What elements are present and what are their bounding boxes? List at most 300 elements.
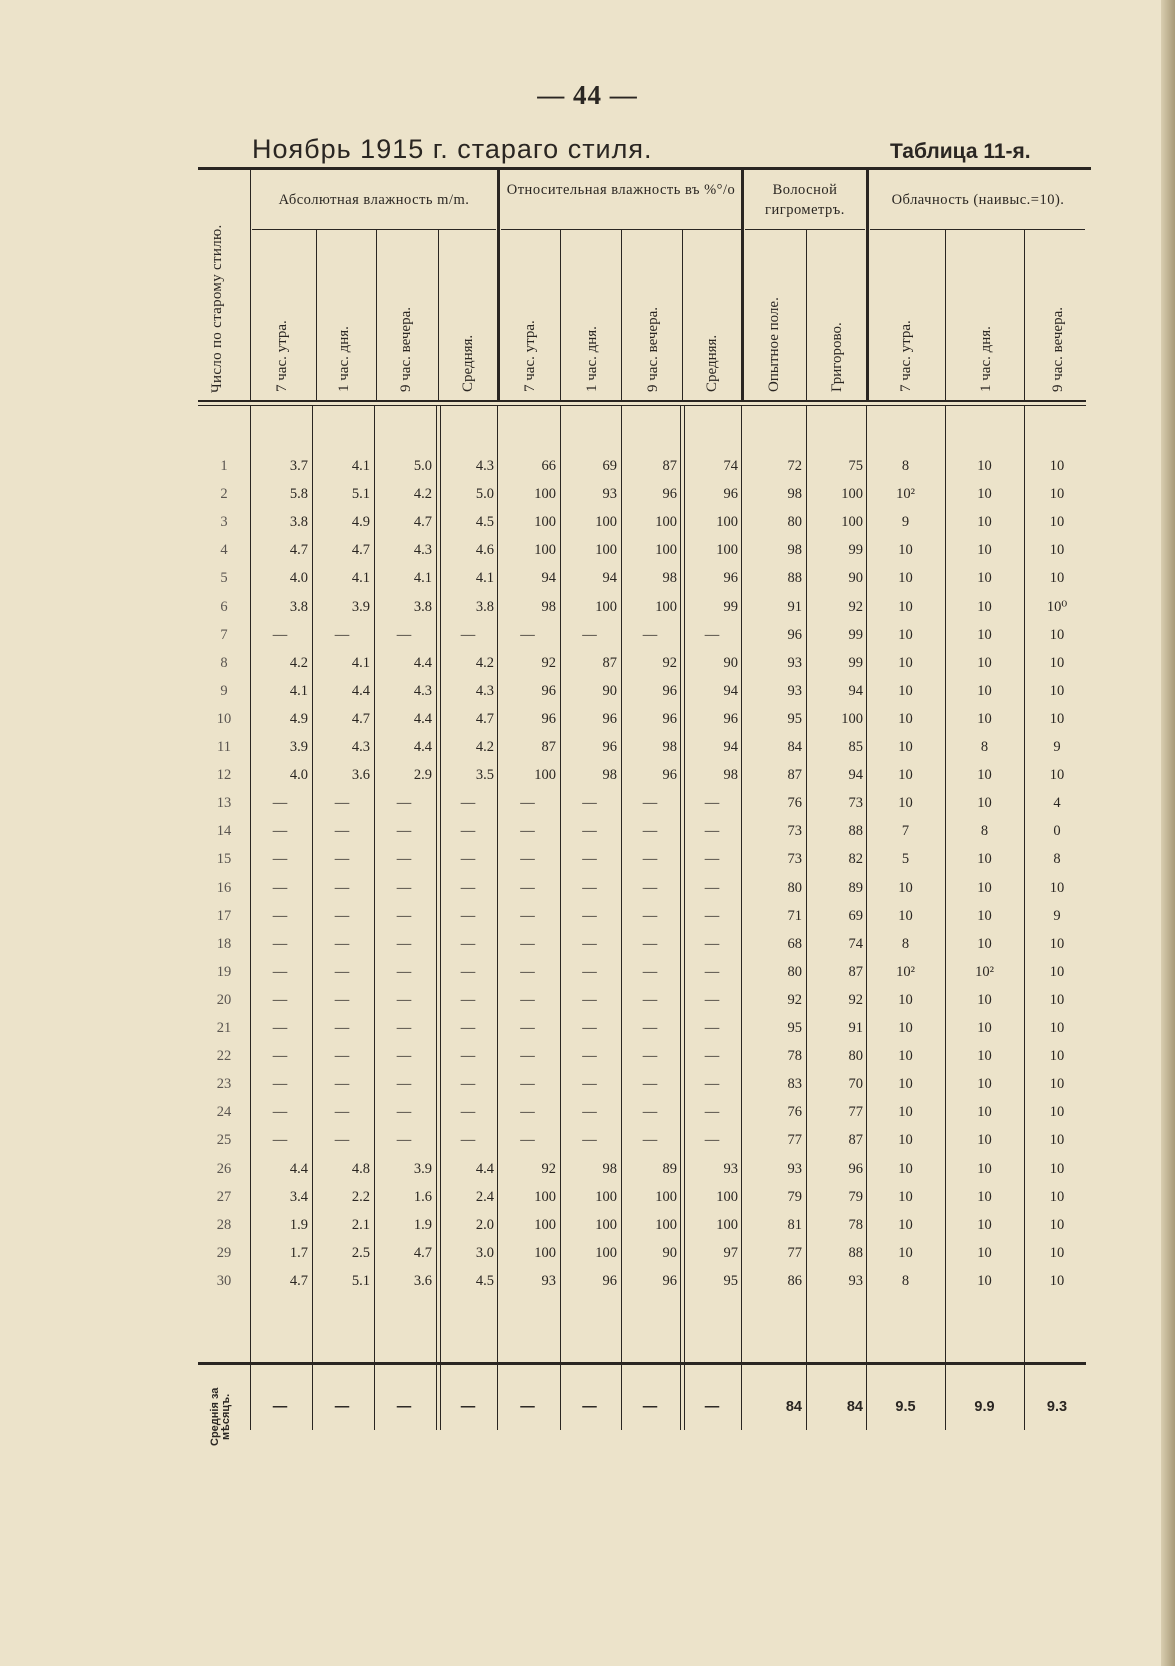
monthly-mean-cell: — bbox=[582, 1399, 597, 1415]
table-cell: — bbox=[272, 879, 288, 896]
table-row bbox=[200, 733, 1090, 761]
table-cell: 93 bbox=[723, 1160, 738, 1177]
table-cell: — bbox=[334, 1048, 350, 1065]
table-cell: — bbox=[520, 935, 535, 952]
table-cell: 10 bbox=[977, 1104, 992, 1121]
table-cell: — bbox=[520, 1076, 535, 1093]
day-number: 3 bbox=[220, 514, 228, 531]
table-cell: — bbox=[272, 795, 288, 812]
table-cell: 92 bbox=[541, 654, 556, 671]
table-row bbox=[200, 902, 1090, 930]
table-cell: 100 bbox=[595, 1188, 617, 1205]
table-cell: 75 bbox=[848, 458, 863, 474]
table-cell: 100 bbox=[595, 1244, 617, 1261]
table-cell: 4.4 bbox=[289, 1160, 308, 1177]
table-cell: 88 bbox=[848, 823, 863, 840]
table-cell: 98 bbox=[787, 542, 802, 559]
table-cell: 95 bbox=[723, 1272, 738, 1289]
table-cell: 100 bbox=[655, 542, 677, 559]
table-cell: 100 bbox=[534, 1244, 556, 1261]
day-number: 16 bbox=[216, 879, 232, 896]
table-label: Таблица 11-я. bbox=[890, 140, 1031, 163]
subheader-hair-opytnoe: Опытное поле. bbox=[766, 297, 782, 392]
table-cell: 68 bbox=[787, 935, 802, 952]
table-cell: — bbox=[334, 1076, 350, 1093]
footer-top-rule bbox=[198, 1362, 1086, 1365]
table-cell: 4.2 bbox=[289, 654, 308, 671]
table-cell: 96 bbox=[723, 570, 738, 587]
table-cell: 10 bbox=[898, 1104, 913, 1121]
subheader-rel-1pm: 1 час. дня. bbox=[584, 326, 600, 392]
table-cell: — bbox=[582, 1076, 597, 1093]
table-cell: 83 bbox=[787, 1076, 802, 1093]
table-cell: — bbox=[396, 1104, 412, 1121]
table-cell: 87 bbox=[787, 767, 802, 784]
footer-divider bbox=[436, 1365, 437, 1430]
table-cell: 3.0 bbox=[475, 1244, 494, 1261]
table-cell: 10 bbox=[977, 1188, 992, 1205]
table-cell: — bbox=[520, 851, 535, 868]
table-cell: 9 bbox=[1053, 739, 1061, 755]
table-cell: 96 bbox=[541, 682, 556, 699]
table-cell: 98 bbox=[723, 767, 738, 784]
table-cell: 3.9 bbox=[413, 1160, 432, 1177]
monthly-mean-cell: — bbox=[396, 1399, 412, 1415]
table-cell: 10 bbox=[1049, 682, 1065, 699]
table-row bbox=[200, 1126, 1090, 1154]
table-cell: 73 bbox=[787, 851, 802, 868]
table-cell: 96 bbox=[662, 710, 677, 727]
header-divider bbox=[497, 170, 500, 400]
table-cell: 7 bbox=[901, 823, 910, 840]
table-cell: 10 bbox=[977, 851, 992, 868]
table-cell: — bbox=[520, 626, 535, 643]
table-cell: 5.0 bbox=[475, 486, 494, 503]
table-cell: 10 bbox=[977, 1272, 992, 1289]
table-cell: — bbox=[272, 963, 288, 980]
table-cell: — bbox=[704, 907, 720, 924]
table-row bbox=[200, 1267, 1090, 1295]
table-cell: — bbox=[460, 991, 476, 1008]
table-cell: 3.6 bbox=[413, 1272, 432, 1289]
table-cell: — bbox=[582, 963, 597, 980]
table-cell: — bbox=[334, 795, 350, 812]
table-cell: 10 bbox=[1049, 486, 1065, 503]
table-cell: 10 bbox=[977, 1020, 992, 1036]
day-number: 5 bbox=[220, 570, 228, 587]
monthly-mean-cell: — bbox=[642, 1399, 658, 1415]
day-number: 1 bbox=[220, 458, 228, 474]
table-cell: — bbox=[704, 1048, 720, 1065]
table-row bbox=[200, 1014, 1090, 1042]
table-cell: 2.5 bbox=[351, 1244, 370, 1261]
table-cell: 84 bbox=[787, 739, 802, 755]
table-cell: 100 bbox=[655, 1188, 677, 1205]
table-row bbox=[200, 621, 1090, 649]
table-cell: — bbox=[334, 963, 350, 980]
subheader-abs-9pm: 9 час. вечера. bbox=[398, 307, 414, 392]
day-number: 13 bbox=[216, 795, 232, 812]
day-number: 12 bbox=[216, 767, 232, 784]
table-cell: 71 bbox=[787, 907, 802, 924]
table-cell: 94 bbox=[541, 570, 556, 587]
table-cell: 96 bbox=[602, 710, 617, 727]
table-cell: 8 bbox=[901, 935, 910, 952]
day-number: 28 bbox=[216, 1216, 232, 1233]
table-cell: 10 bbox=[898, 1216, 913, 1233]
table-top-rule bbox=[198, 167, 1091, 170]
table-row bbox=[200, 1042, 1090, 1070]
group-header-cloud: Облачность (наивыс.=10). bbox=[891, 192, 1065, 208]
table-cell: 4.9 bbox=[351, 514, 370, 531]
table-cell: 4.9 bbox=[289, 710, 308, 727]
table-cell: — bbox=[520, 1048, 535, 1065]
footer-divider bbox=[374, 1365, 375, 1430]
table-cell: 10 bbox=[977, 991, 992, 1008]
table-cell: — bbox=[460, 851, 476, 868]
table-cell: 1.7 bbox=[289, 1244, 308, 1261]
monthly-mean-cell: 84 bbox=[846, 1399, 863, 1415]
table-cell: 10 bbox=[977, 935, 992, 952]
table-cell: 94 bbox=[848, 682, 863, 699]
table-cell: 99 bbox=[848, 626, 863, 643]
table-cell: — bbox=[460, 795, 476, 812]
table-cell: 94 bbox=[602, 570, 617, 587]
table-cell: 93 bbox=[602, 486, 617, 503]
table-cell: 1.6 bbox=[413, 1188, 432, 1205]
table-cell: 10 bbox=[1049, 879, 1065, 896]
table-cell: — bbox=[272, 1132, 288, 1149]
day-number: 23 bbox=[216, 1076, 232, 1093]
table-cell: 3.5 bbox=[475, 767, 494, 784]
day-number: 8 bbox=[220, 654, 228, 671]
table-cell: 100 bbox=[716, 1216, 738, 1233]
table-cell: 82 bbox=[848, 851, 863, 868]
table-cell: 4.4 bbox=[413, 654, 432, 671]
table-cell: 8 bbox=[901, 458, 910, 474]
header-divider bbox=[806, 230, 807, 400]
footer-divider bbox=[1024, 1365, 1025, 1430]
table-row bbox=[200, 1239, 1090, 1267]
table-cell: 69 bbox=[602, 458, 617, 474]
table-cell: 10 bbox=[898, 1048, 913, 1065]
table-cell: — bbox=[582, 991, 597, 1008]
table-cell: — bbox=[642, 1048, 658, 1065]
footer-divider bbox=[680, 1365, 681, 1430]
table-row bbox=[200, 452, 1090, 480]
table-cell: — bbox=[642, 963, 658, 980]
header-divider bbox=[621, 230, 622, 400]
monthly-mean-cell: — bbox=[334, 1399, 350, 1415]
table-cell: 87 bbox=[848, 963, 863, 980]
table-cell: 98 bbox=[662, 739, 677, 755]
subheader-abs-7am: 7 час. утра. bbox=[274, 320, 290, 392]
subheader-cloud-9pm: 9 час. вечера. bbox=[1050, 307, 1066, 392]
table-cell: 4.7 bbox=[413, 514, 432, 531]
table-cell: — bbox=[334, 879, 350, 896]
table-cell: 100 bbox=[534, 1216, 556, 1233]
table-cell: 91 bbox=[787, 598, 802, 615]
table-cell: — bbox=[520, 795, 535, 812]
table-cell: 88 bbox=[787, 570, 802, 587]
table-cell: 4.1 bbox=[475, 570, 494, 587]
table-cell: — bbox=[704, 935, 720, 952]
table-cell: 10 bbox=[898, 542, 913, 559]
table-cell: — bbox=[396, 907, 412, 924]
table-cell: 10 bbox=[1049, 1216, 1065, 1233]
table-cell: 76 bbox=[787, 1104, 802, 1121]
table-cell: 10 bbox=[898, 1160, 913, 1177]
table-cell: 99 bbox=[723, 598, 738, 615]
page-edge bbox=[1161, 0, 1175, 1666]
table-cell: — bbox=[582, 1048, 597, 1065]
table-cell: — bbox=[520, 823, 535, 840]
table-row bbox=[200, 986, 1090, 1014]
table-cell: 100 bbox=[655, 598, 677, 615]
table-cell: — bbox=[704, 626, 720, 643]
table-cell: 5.1 bbox=[351, 1272, 370, 1289]
table-cell: 10 bbox=[898, 1244, 913, 1261]
footer-divider bbox=[560, 1365, 561, 1430]
day-number: 6 bbox=[220, 598, 228, 615]
table-cell: 80 bbox=[848, 1048, 863, 1065]
table-cell: 93 bbox=[541, 1272, 556, 1289]
table-cell: 73 bbox=[787, 823, 802, 840]
table-cell: 96 bbox=[723, 710, 738, 727]
table-cell: — bbox=[704, 1104, 720, 1121]
table-cell: 10 bbox=[1049, 710, 1065, 727]
table-cell: 79 bbox=[787, 1188, 802, 1205]
table-row bbox=[200, 789, 1090, 817]
table-cell: 10 bbox=[1049, 570, 1065, 587]
table-cell: — bbox=[272, 1076, 288, 1093]
subheader-hair-grigorovo: Григорово. bbox=[829, 322, 845, 392]
table-cell: 4.5 bbox=[475, 514, 494, 531]
table-cell: 10 bbox=[898, 654, 913, 671]
table-cell: 10 bbox=[977, 1216, 992, 1233]
table-cell: 93 bbox=[787, 654, 802, 671]
table-cell: 4.8 bbox=[351, 1160, 370, 1177]
table-cell: 96 bbox=[662, 486, 677, 503]
table-cell: — bbox=[460, 1132, 476, 1149]
header-divider bbox=[560, 230, 561, 400]
table-cell: — bbox=[642, 1132, 658, 1149]
group-header-hair: Волосной гигрометръ. bbox=[765, 182, 845, 218]
table-cell: 80 bbox=[787, 963, 802, 980]
table-cell: 4.7 bbox=[475, 710, 494, 727]
footer-divider bbox=[741, 1365, 742, 1430]
table-row bbox=[200, 480, 1090, 508]
table-cell: — bbox=[704, 1132, 720, 1149]
table-cell: 81 bbox=[787, 1216, 802, 1233]
table-cell: 90 bbox=[662, 1244, 677, 1261]
group-header-abs: Абсолютная влажность m/m. bbox=[278, 192, 470, 208]
table-cell: 100 bbox=[841, 514, 863, 531]
table-cell: — bbox=[460, 907, 476, 924]
table-cell: 74 bbox=[723, 458, 738, 474]
header-divider bbox=[376, 230, 377, 400]
table-cell: — bbox=[460, 963, 476, 980]
day-number: 18 bbox=[216, 935, 232, 952]
subheader-rel-mean: Средняя. bbox=[704, 334, 720, 392]
table-cell: 78 bbox=[787, 1048, 802, 1065]
table-cell: — bbox=[396, 823, 412, 840]
table-cell: — bbox=[520, 1132, 535, 1149]
day-number: 25 bbox=[216, 1132, 232, 1149]
table-row bbox=[200, 958, 1090, 986]
table-row bbox=[200, 508, 1090, 536]
table-cell: 4.3 bbox=[413, 542, 432, 559]
table-cell: 89 bbox=[662, 1160, 677, 1177]
table-cell: 4.7 bbox=[289, 1272, 308, 1289]
table-cell: — bbox=[396, 851, 412, 868]
table-cell: 10 bbox=[977, 486, 992, 503]
table-cell: — bbox=[272, 851, 288, 868]
table-cell: — bbox=[396, 1132, 412, 1149]
table-cell: — bbox=[642, 879, 658, 896]
footer-divider bbox=[497, 1365, 498, 1430]
table-cell: 70 bbox=[848, 1076, 863, 1093]
table-cell: 5.8 bbox=[289, 486, 308, 503]
table-cell: 10 bbox=[977, 879, 992, 896]
table-cell: — bbox=[460, 1104, 476, 1121]
table-cell: — bbox=[460, 879, 476, 896]
table-cell: 10 bbox=[898, 1188, 913, 1205]
table-cell: 10 bbox=[1049, 1244, 1065, 1261]
header-divider bbox=[682, 230, 683, 400]
table-cell: 93 bbox=[787, 682, 802, 699]
table-cell: 10 bbox=[898, 570, 913, 587]
table-cell: 10 bbox=[977, 767, 992, 784]
table-cell: 100 bbox=[595, 514, 617, 531]
table-cell: — bbox=[272, 991, 288, 1008]
table-cell: 77 bbox=[787, 1132, 802, 1149]
table-cell: 4.7 bbox=[289, 542, 308, 559]
table-cell: 10⁰ bbox=[1046, 598, 1068, 615]
table-cell: 4.1 bbox=[351, 570, 370, 587]
table-row bbox=[200, 593, 1090, 621]
table-cell: — bbox=[334, 907, 350, 924]
table-cell: — bbox=[460, 626, 476, 643]
table-cell: — bbox=[582, 1104, 597, 1121]
table-cell: 10 bbox=[898, 767, 913, 784]
table-cell: 93 bbox=[787, 1160, 802, 1177]
table-cell: — bbox=[642, 907, 658, 924]
table-cell: 3.8 bbox=[289, 598, 308, 615]
table-cell: 2.9 bbox=[413, 767, 432, 784]
table-cell: 10 bbox=[1049, 1048, 1065, 1065]
table-cell: 4.5 bbox=[475, 1272, 494, 1289]
table-cell: 90 bbox=[602, 682, 617, 699]
day-number: 20 bbox=[216, 991, 232, 1008]
table-cell: 10 bbox=[898, 682, 913, 699]
table-cell: 90 bbox=[848, 570, 863, 587]
table-cell: — bbox=[520, 991, 535, 1008]
group-underline-cloud bbox=[870, 229, 1085, 230]
page-number: — 44 — bbox=[537, 80, 638, 110]
page-title: Ноябрь 1915 г. стараго стиля. bbox=[252, 134, 653, 164]
table-cell: 100 bbox=[716, 542, 738, 559]
table-cell: — bbox=[272, 823, 288, 840]
table-cell: 4.0 bbox=[289, 767, 308, 784]
table-cell: — bbox=[704, 795, 720, 812]
table-cell: — bbox=[642, 795, 658, 812]
table-row bbox=[200, 677, 1090, 705]
table-cell: 10 bbox=[977, 1076, 992, 1093]
table-cell: 93 bbox=[848, 1272, 863, 1289]
table-cell: 10 bbox=[898, 991, 913, 1008]
table-cell: 100 bbox=[534, 486, 556, 503]
table-cell: 4.7 bbox=[413, 1244, 432, 1261]
table-row bbox=[200, 1211, 1090, 1239]
table-cell: 96 bbox=[541, 710, 556, 727]
group-header-rel: Относительная влажность въ %°/о bbox=[506, 182, 736, 198]
table-cell: 10 bbox=[1049, 514, 1065, 531]
table-cell: 100 bbox=[716, 1188, 738, 1205]
table-cell: — bbox=[272, 1020, 288, 1036]
table-cell: 10 bbox=[977, 1160, 992, 1177]
table-cell: — bbox=[396, 626, 412, 643]
table-cell: 10 bbox=[1049, 1188, 1065, 1205]
table-cell: 10 bbox=[1049, 542, 1065, 559]
footer-divider bbox=[250, 1365, 251, 1430]
table-cell: — bbox=[520, 963, 535, 980]
table-cell: 87 bbox=[662, 458, 677, 474]
table-cell: 72 bbox=[787, 458, 802, 474]
table-cell: 94 bbox=[723, 739, 738, 755]
monthly-mean-cell: — bbox=[704, 1399, 720, 1415]
table-cell: 3.7 bbox=[289, 458, 308, 474]
table-cell: 4.2 bbox=[475, 739, 494, 755]
header-divider bbox=[866, 170, 869, 400]
table-cell: 100 bbox=[841, 486, 863, 503]
table-cell: 8 bbox=[980, 823, 989, 840]
table-cell: 10 bbox=[1049, 654, 1065, 671]
table-cell: 4.4 bbox=[413, 710, 432, 727]
table-cell: 3.8 bbox=[289, 514, 308, 531]
table-cell: 10 bbox=[977, 682, 992, 699]
table-cell: 10 bbox=[977, 1048, 992, 1065]
table-cell: 98 bbox=[602, 767, 617, 784]
table-cell: 100 bbox=[534, 542, 556, 559]
table-cell: 2.1 bbox=[351, 1216, 370, 1233]
table-row bbox=[200, 761, 1090, 789]
table-cell: 10 bbox=[977, 1244, 992, 1261]
table-cell: — bbox=[396, 991, 412, 1008]
day-number: 4 bbox=[220, 542, 228, 559]
table-cell: 95 bbox=[787, 710, 802, 727]
table-cell: — bbox=[334, 935, 350, 952]
table-cell: 1.9 bbox=[413, 1216, 432, 1233]
table-cell: 10 bbox=[977, 710, 992, 727]
table-cell: 4.6 bbox=[475, 542, 494, 559]
table-cell: 4.3 bbox=[413, 682, 432, 699]
table-cell: — bbox=[460, 1020, 476, 1036]
day-number: 19 bbox=[216, 963, 232, 980]
table-cell: — bbox=[334, 1020, 350, 1036]
table-cell: 77 bbox=[787, 1244, 802, 1261]
table-cell: 8 bbox=[980, 739, 989, 755]
table-cell: 10² bbox=[975, 963, 994, 980]
table-cell: 3.4 bbox=[289, 1188, 308, 1205]
table-cell: 96 bbox=[848, 1160, 863, 1177]
table-row bbox=[200, 564, 1090, 592]
table-cell: 10 bbox=[977, 570, 992, 587]
table-cell: 10 bbox=[898, 739, 913, 755]
table-cell: 69 bbox=[848, 907, 863, 924]
table-cell: 8 bbox=[901, 1272, 910, 1289]
table-cell: — bbox=[334, 991, 350, 1008]
